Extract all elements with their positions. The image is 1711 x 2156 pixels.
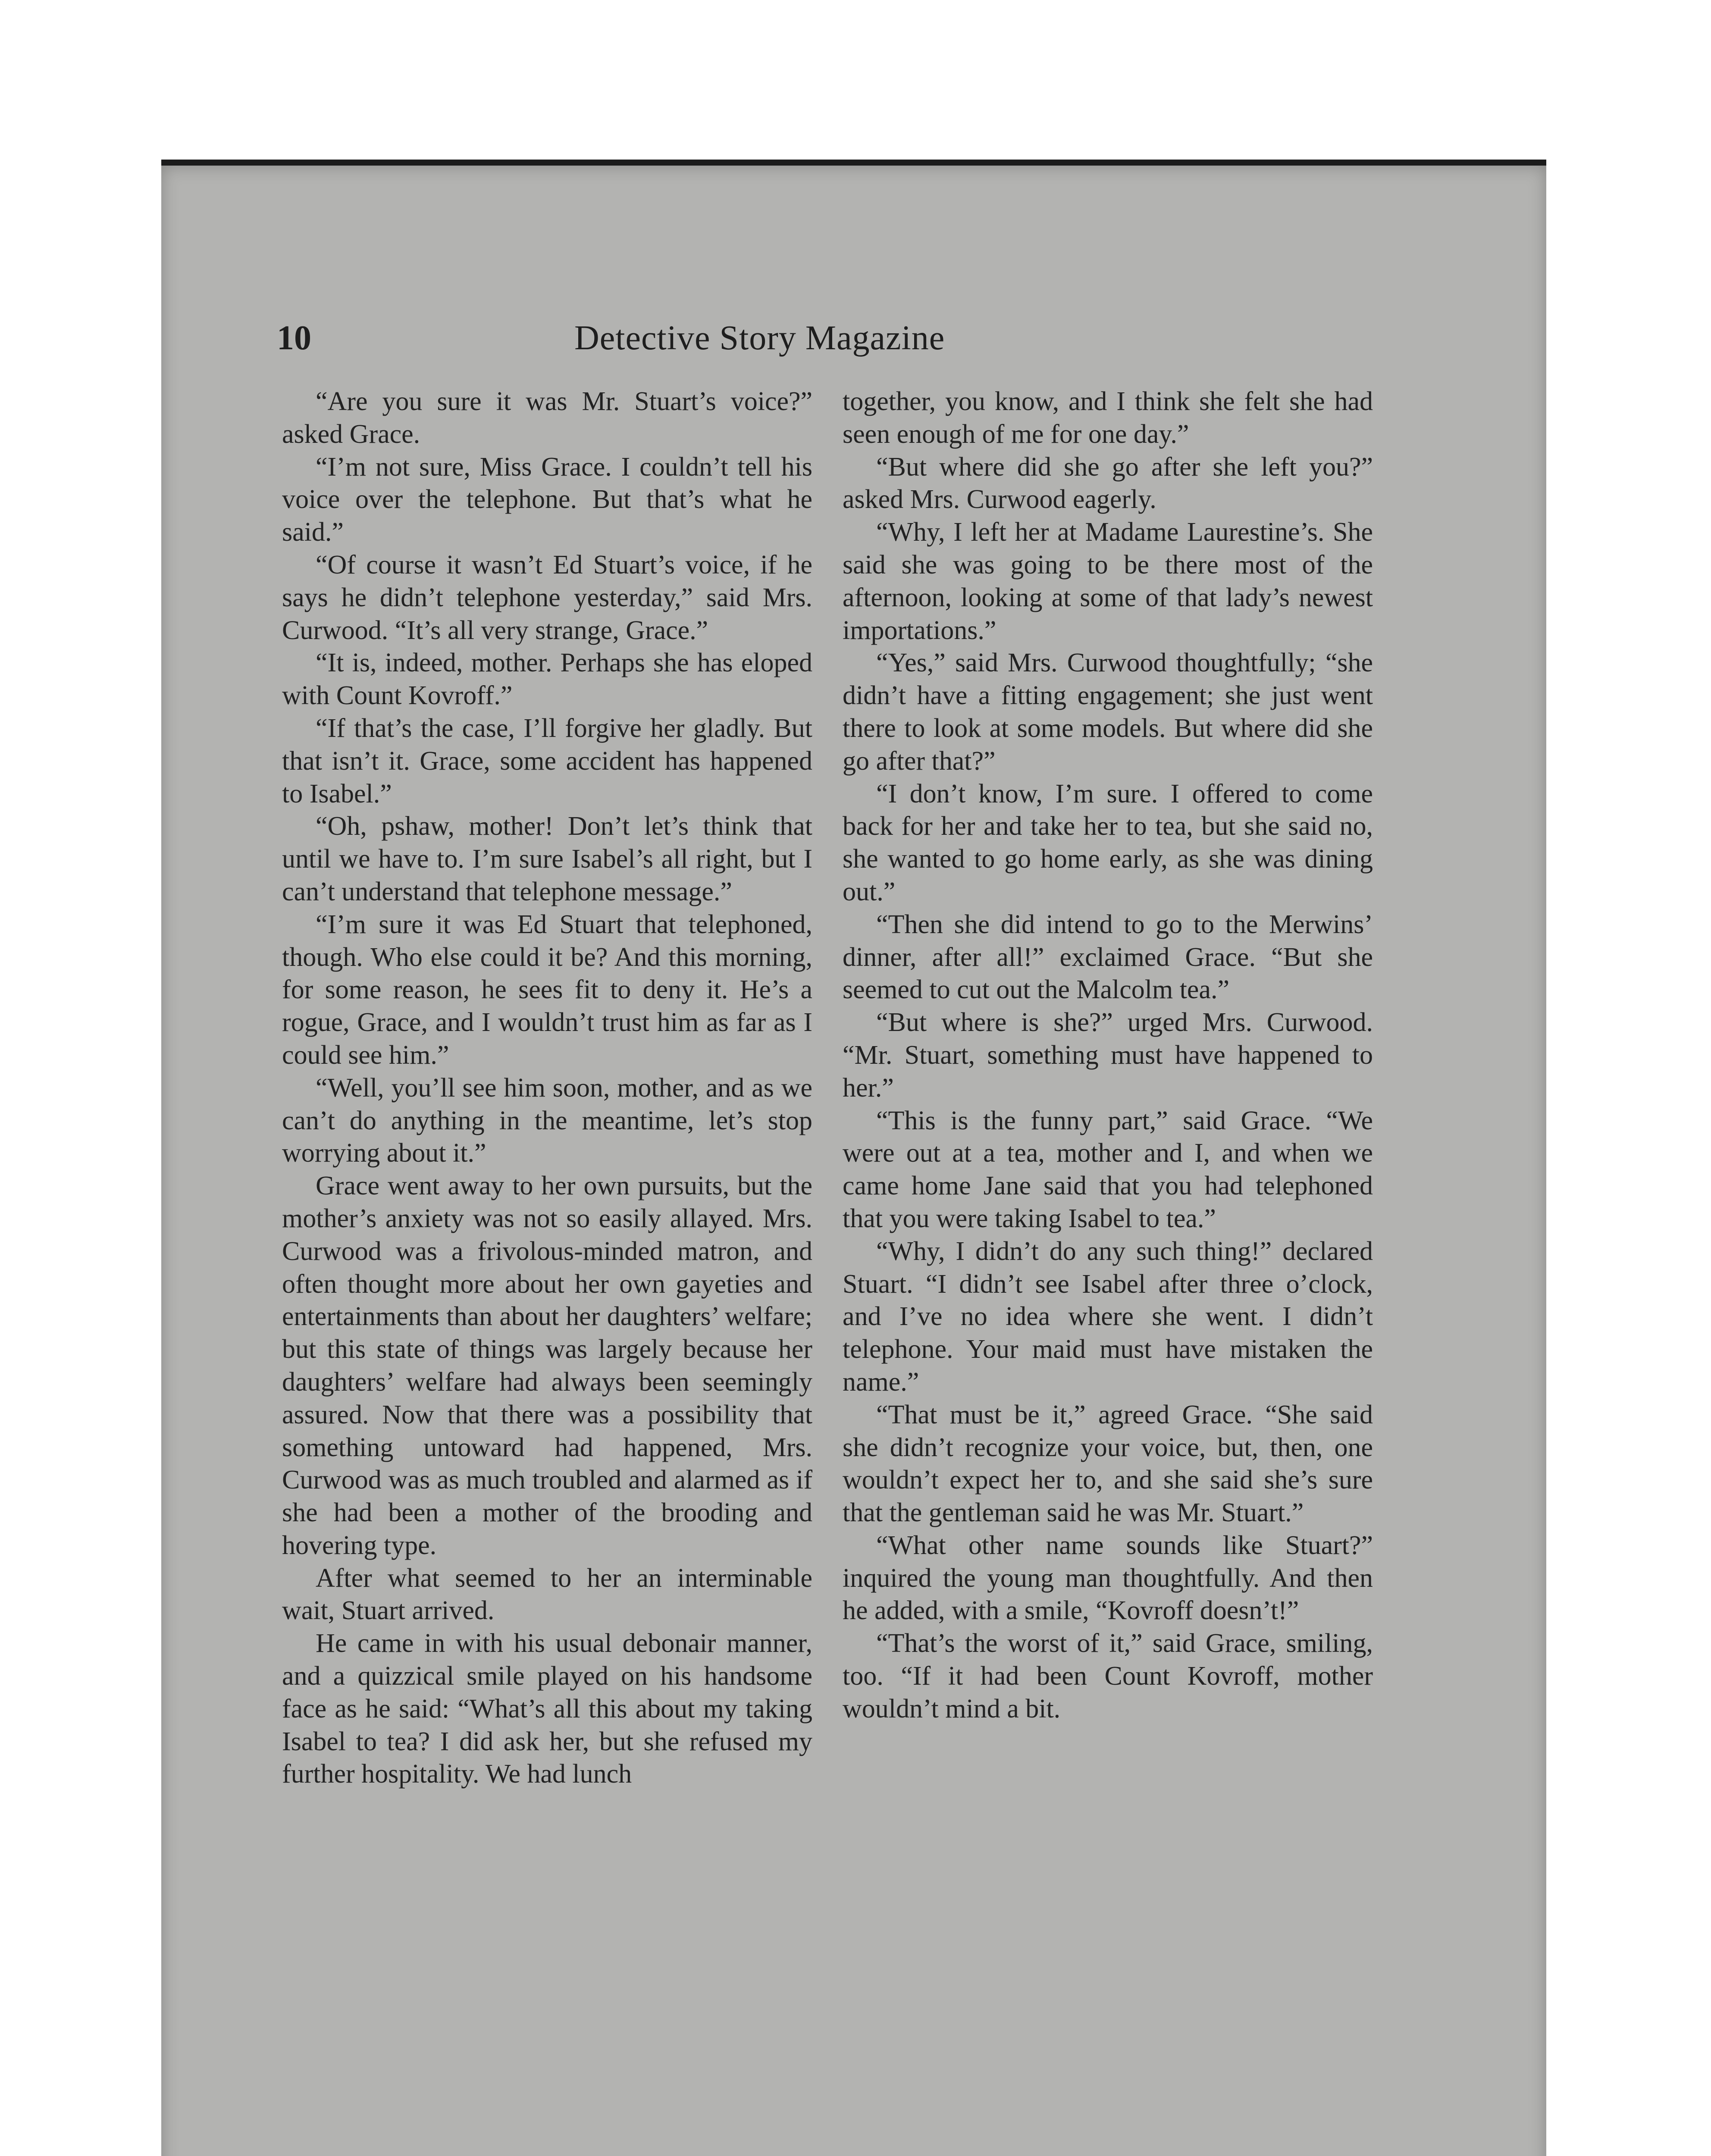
paragraph: “Well, you’ll see him soon, mother, and as we can’t do anything in the meantime, let’s stop worrying about it.” xyxy=(282,1073,812,1168)
paragraph: “This is the funny part,” said Grace. “We were out at a tea, mother and I, and when we came home Jane said that you had telephoned that you were taking Isabel to tea.” xyxy=(843,1106,1373,1233)
paragraph: “Of course it wasn’t Ed Stuart’s voice, if he says he didn’t telephone yesterday,” said Mrs. Curwood. “It’s all very strange, Grace.” xyxy=(282,550,812,645)
paragraph: “If that’s the case, I’ll forgive her gladly. But that isn’t it. Grace, some accident has happened to Isabel.” xyxy=(282,713,812,808)
paragraph: “That’s the worst of it,” said Grace, smiling, too. “If it had been Count Kovroff, mother wouldn’t mind a bit. xyxy=(843,1629,1373,1724)
paragraph: “Are you sure it was Mr. Stuart’s voice?” asked Grace. xyxy=(282,387,812,449)
paragraph: “I don’t know, I’m sure. I offered to come back for her and take her to tea, but she said no, she wanted to go home early, as she was dining out.” xyxy=(843,779,1373,906)
running-title: Detective Story Magazine xyxy=(574,319,945,357)
paragraph: He came in with his usual debonair manner, and a quizzical smile played on his handsome face as he said: “What’s all this about my taking Isabel to tea? I did ask her, but she refused my further hospitality. We had lunch xyxy=(282,1629,812,1789)
page-number: 10 xyxy=(277,319,311,357)
paragraph: “Why, I left her at Madame Laurestine’s. She said she was going to be there most of the afternoon, looking at some of that lady’s newest importations.” xyxy=(843,517,1373,645)
paragraph: Grace went away to her own pursuits, but the mother’s anxiety was not so easily allayed. Mrs. Curwood was a frivolous-minded matron, and often thought more about her own gayeties and entertainments than about her daughters’ welfare; but this state of things was largely because her daughters’ welfare had always been seemingly assured. Now that there was a possibility that something untoward had happened, Mrs. Curwood was as much troubled and alarmed as if she had been a mother of the brooding and hovering type. xyxy=(282,1171,812,1560)
paragraph: “But where is she?” urged Mrs. Curwood. “Mr. Stuart, something must have happened to her.” xyxy=(843,1008,1373,1103)
paragraph: “I’m sure it was Ed Stuart that telephoned, though. Who else could it be? And this morning, for some reason, he sees fit to deny it. He’s a rogue, Grace, and I wouldn’t trust him as far as I could see him.” xyxy=(282,909,812,1070)
paragraph: “Oh, pshaw, mother! Don’t let’s think that until we have to. I’m sure Isabel’s all right, but I can’t understand that telephone message.” xyxy=(282,812,812,906)
left-column xyxy=(282,385,812,2110)
paragraph: together, you know, and I think she felt she had seen enough of me for one day.” xyxy=(843,387,1373,449)
paragraph: “What other name sounds like Stuart?” inquired the young man thoughtfully. And then he added, with a smile, “Kovroff doesn’t!” xyxy=(843,1530,1373,1626)
page-header xyxy=(277,319,1527,370)
paragraph: After what seemed to her an interminable wait, Stuart arrived. xyxy=(282,1563,812,1626)
paragraph: “But where did she go after she left you?” asked Mrs. Curwood eagerly. xyxy=(843,452,1373,514)
paragraph: “It is, indeed, mother. Perhaps she has eloped with Count Kovroff.” xyxy=(282,648,812,711)
paragraph: “Why, I didn’t do any such thing!” declared Stuart. “I didn’t see Isabel after three o’clock, and I’ve no idea where she went. I didn’t telephone. Your maid must have mistaken the name.” xyxy=(843,1236,1373,1397)
paragraph: “Then she did intend to go to the Merwins’ dinner, after all!” exclaimed Grace. “But she seemed to cut out the Malcolm tea.” xyxy=(843,909,1373,1005)
paragraph: “Yes,” said Mrs. Curwood thoughtfully; “she didn’t have a fitting engagement; she just went there to look at some models. But where did she go after that?” xyxy=(843,648,1373,776)
paragraph: “I’m not sure, Miss Grace. I couldn’t tell his voice over the telephone. But that’s what he said.” xyxy=(282,452,812,547)
right-column xyxy=(843,385,1373,2110)
magazine-page xyxy=(161,160,1546,2156)
paragraph: “That must be it,” agreed Grace. “She said she didn’t recognize your voice, but, then, one wouldn’t expect her to, and she said she’s sure that the gentleman said he was Mr. Stuart.” xyxy=(843,1400,1373,1528)
